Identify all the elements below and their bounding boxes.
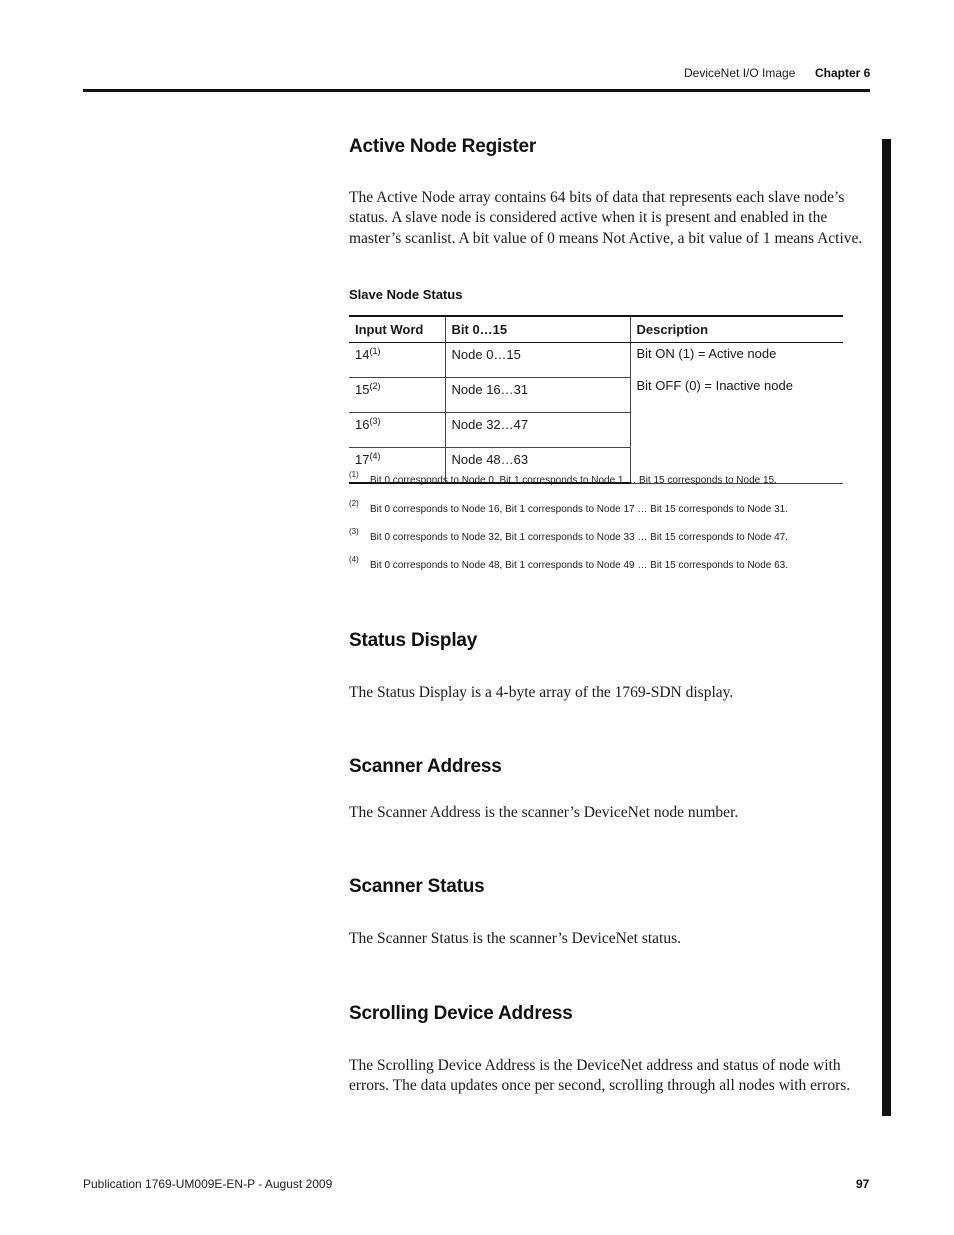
cell-bit-range: Node 48…63 — [445, 448, 630, 484]
chapter-side-bar — [882, 139, 891, 1116]
description-on: Bit ON (1) = Active node — [636, 346, 777, 361]
footer-publication: Publication 1769-UM009E-EN-P - August 2009 — [83, 1177, 333, 1191]
cell-description — [630, 343, 843, 484]
running-header-chapter: Chapter 6 — [815, 66, 871, 80]
slave-node-status-table — [349, 315, 843, 484]
footnote-mark: (2) — [349, 499, 359, 508]
cell-input-word: 16$^{(3)}$ — [349, 413, 445, 448]
paragraph-scrolling-device-address: The Scrolling Device Address is the DeviceNet address and status of node with errors. The data updates once per second, scrolling through all nodes with errors. — [349, 1057, 851, 1095]
footnote-text: Bit 0 corresponds to Node 48, Bit 1 corresponds to Node 49 … Bit 15 corresponds to Node 63. — [370, 560, 789, 571]
running-header-section: DeviceNet I/O Image — [684, 66, 796, 80]
footnote-mark: (4) — [349, 555, 359, 564]
cell-input-word: 14$^{(1)}$ — [349, 343, 445, 378]
paragraph-status-display: The Status Display is a 4-byte array of the 1769-SDN display. — [349, 684, 734, 701]
footnote-text: Bit 0 corresponds to Node 0, Bit 1 corresponds to Node 1 … Bit 15 corresponds to Node 15. — [370, 475, 777, 486]
heading-status-display: Status Display — [349, 630, 478, 651]
cell-bit-range: Node 32…47 — [445, 413, 630, 448]
footnote-text: Bit 0 corresponds to Node 16, Bit 1 corresponds to Node 17 … Bit 15 corresponds to Node 31. — [370, 504, 789, 515]
footnote-mark: (3) — [349, 527, 359, 536]
header-rule — [83, 89, 870, 92]
heading-scanner-status: Scanner Status — [349, 876, 485, 897]
table-title: Slave Node Status — [349, 287, 463, 302]
column-header-input-word: Input Word — [349, 316, 445, 343]
column-header-description: Description — [630, 316, 843, 343]
table-header-row — [349, 316, 843, 343]
paragraph-active-node-register: The Active Node array contains 64 bits of data that represents each slave node’s status. A slave node is considered active when it is present and enabled in the master’s scanlist. A bit value of 0 means Not Active, a bit value of 1 means Active. — [349, 189, 863, 247]
cell-bit-range: Node 0…15 — [445, 343, 630, 378]
description-off: Bit OFF (0) = Inactive node — [636, 378, 793, 393]
heading-scrolling-device-address: Scrolling Device Address — [349, 1003, 573, 1024]
column-header-bit: Bit 0…15 — [445, 316, 630, 343]
footnote-ref: (4) — [369, 451, 381, 461]
cell-input-word: 15$^{(2)}$ — [349, 378, 445, 413]
footnote-text: Bit 0 corresponds to Node 32, Bit 1 corresponds to Node 33 … Bit 15 corresponds to Node 47. — [370, 532, 789, 543]
heading-scanner-address: Scanner Address — [349, 756, 502, 777]
footnote-ref: (3) — [369, 416, 381, 426]
cell-input-word: 17$^{(4)}$ — [349, 448, 445, 484]
page-number: 97 — [856, 1177, 870, 1191]
cell-bit-range: Node 16…31 — [445, 378, 630, 413]
footnote-mark: (1) — [349, 470, 359, 479]
paragraph-scanner-address: The Scanner Address is the scanner’s DeviceNet node number. — [349, 804, 739, 821]
heading-active-node-register: Active Node Register — [349, 136, 537, 157]
paragraph-scanner-status: The Scanner Status is the scanner’s DeviceNet status. — [349, 930, 682, 947]
footnote-ref: (2) — [369, 381, 381, 391]
footnote-ref: (1) — [369, 346, 381, 356]
table-row — [349, 343, 843, 378]
